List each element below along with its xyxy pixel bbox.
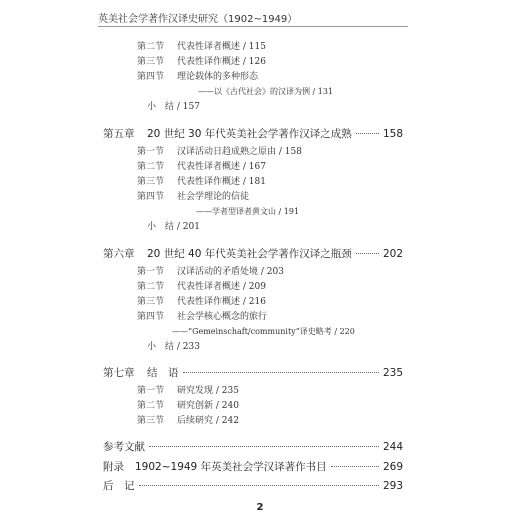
toc-section[interactable]: 第一节 汉译活动的矛盾处境 / 203 [137,267,284,277]
toc-section[interactable]: 第二节 代表性译者概述 / 167 [137,162,266,172]
page-number: 2 [256,502,264,513]
toc-section[interactable]: 第三节 后续研究 / 242 [137,416,239,426]
toc-section[interactable]: 第三节 代表性译作概述 / 126 [137,57,266,67]
toc-section[interactable]: 第四节 社会学核心概念的旅行 [137,312,268,322]
toc-section[interactable]: 第二节 代表性译者概述 / 209 [137,282,266,292]
toc-afterword[interactable]: 后 记 293 [103,480,403,492]
dot-leader [149,446,379,447]
dot-leader [183,372,379,373]
header-rule [98,26,408,27]
toc-section[interactable]: 第四节 社会学理论的信徒 [137,192,250,202]
toc-summary[interactable]: 小 结 / 233 [147,342,200,352]
dot-leader [356,133,379,134]
dot-leader [139,485,379,486]
toc-section[interactable]: 第一节 研究发现 / 235 [137,386,239,396]
running-title: 英美社会学著作汉译史研究（1902~1949） [98,14,298,25]
toc-subtitle[interactable]: ——学者型译者黄文山 / 191 [196,207,300,216]
dot-leader [356,253,379,254]
toc-section[interactable]: 第三节 代表性译作概述 / 216 [137,297,266,307]
toc-chapter-5[interactable]: 第五章 20 世纪 30 年代英美社会学著作汉译之成熟 158 [103,128,403,140]
dot-leader [331,466,379,467]
toc-section[interactable]: 第四节 理论载体的多种形态 [137,72,259,82]
toc-chapter-7[interactable]: 第七章 结 语 235 [103,367,403,379]
toc-section[interactable]: 第三节 代表性译作概述 / 181 [137,177,266,187]
toc-subtitle[interactable]: ——以《古代社会》的汉译为例 / 131 [198,87,334,96]
toc-section[interactable]: 第二节 代表性译者概述 / 115 [137,42,266,52]
toc-summary[interactable]: 小 结 / 157 [147,102,200,112]
toc-references[interactable]: 参考文献 244 [103,441,403,453]
toc-appendix[interactable]: 附录 1902~1949 年英美社会学汉译著作书目 269 [103,461,403,473]
toc-chapter-6[interactable]: 第六章 20 世纪 40 年代英美社会学著作汉译之瓶颈 202 [103,248,403,260]
toc-summary[interactable]: 小 结 / 201 [147,222,200,232]
toc-section[interactable]: 第二节 研究创新 / 240 [137,401,239,411]
toc-section[interactable]: 第一节 汉译活动日趋成熟之原由 / 158 [137,147,302,157]
toc-subtitle[interactable]: ——“Gemeinschaft/community”译史略考 / 220 [172,327,355,336]
